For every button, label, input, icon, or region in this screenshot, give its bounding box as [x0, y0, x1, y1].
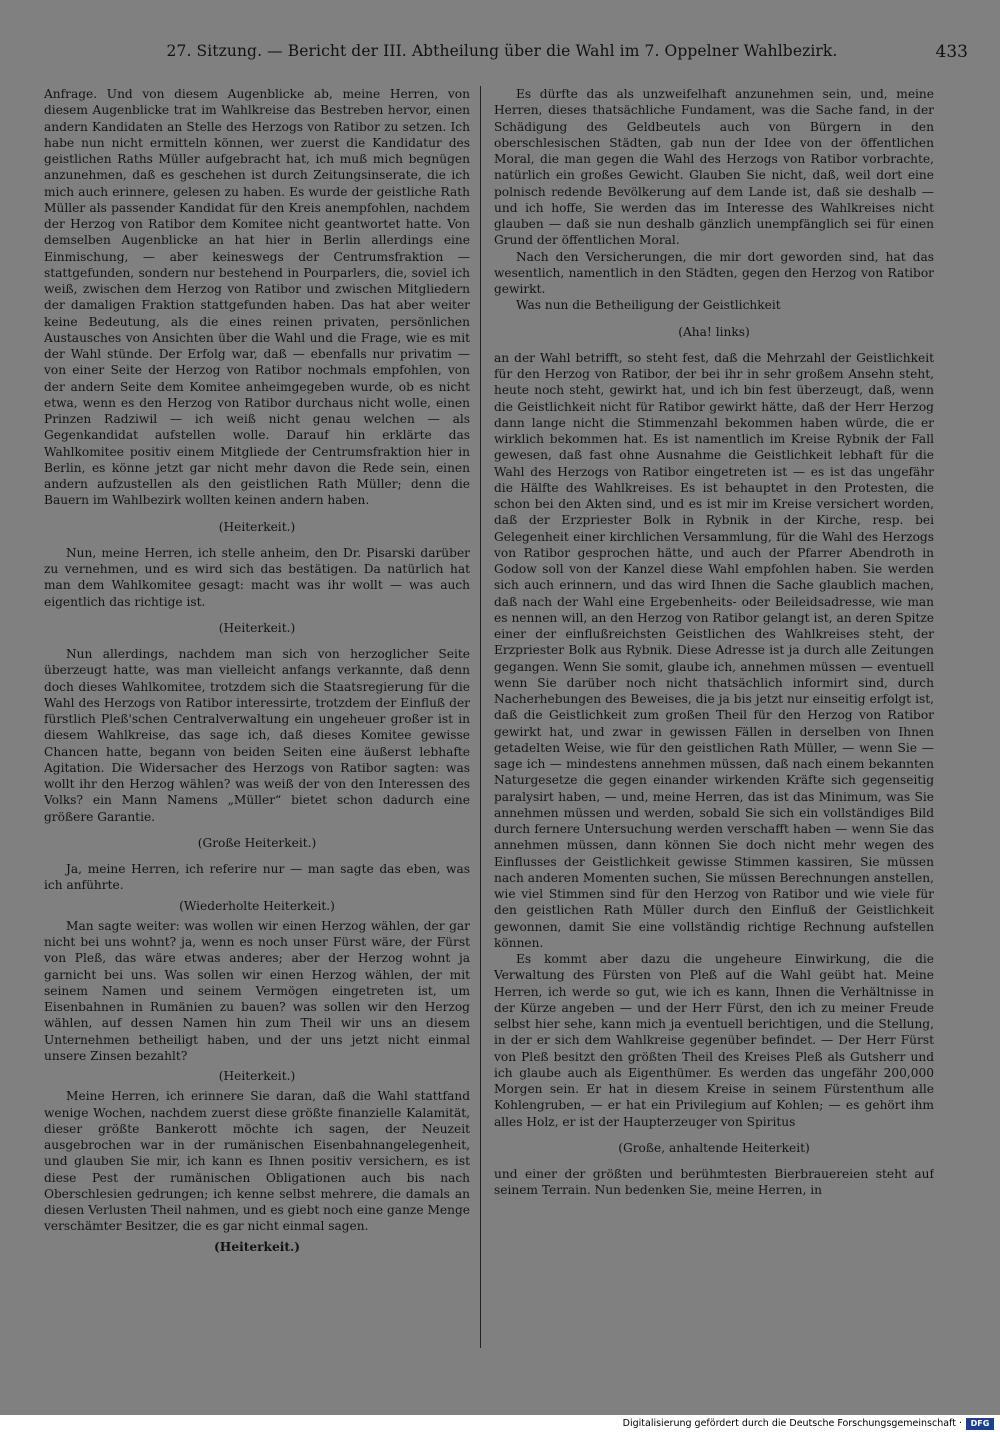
paragraph: Ja, meine Herren, ich referire nur — man sagte das eben, was ich anführte.: [44, 862, 470, 893]
paragraph: Nun, meine Herren, ich stelle anheim, den Dr. Pisarski darüber zu vernehmen, und es wird sich das bestätigen. Da natürlich hat man dem Wahlkomitee gesagt: macht was ihr wollt — was auch eigentlich das richtige ist.: [44, 545, 470, 609]
paragraph: Anfrage. Und von diesem Augenblicke ab, meine Herren, von diesem Augenblicke trat im Wahlkreise das Bestreben hervor, einen andern Kandidaten an Stelle des Herzogs von Ratibor zu setzen. Ich habe nun nicht ermitteln können, wer zuerst die Kandidatur des geistlichen Raths Müller aufgebracht hat, ich muß mich begnügen anzunehmen, daß es geschehen ist durch Zeitungsinserate, die ich mich auch erinnere, gelesen zu haben. Es wurde der geistliche Rath Müller als passender Kandidat für den Kreis anempfohlen, nachdem der Herzog von Ratibor dem Komitee nicht geantwortet hatte. Von demselben Augenblicke an hat hier in Berlin allerdings eine Einmischung, — aber keineswegs der Centrumsfraktion — stattgefunden, sondern nur bestehend in Pourparlers, die, soviel ich weiß, zwischen dem Herzog von Ratibor und zwischen Mitgliedern der damaligen Fraktion stattgefunden haben. Das hat aber weiter keine Bedeutung, als die eines reinen privaten, persönlichen Austausches von Ansichten über die Wahl und die Frage, wie es mit der Wahl stünde. Der Erfolg war, daß — ebenfalls nur privatim — von einer Seite der Herzog von Ratibor nochmals empfohlen, von der andern Seite dem Komitee anheimgegeben wurde, ob es nicht etwa, wenn es den Herzog von Ratibor durchaus nicht wolle, einen Prinzen Radziwil — ich weiß nicht genau welchen — als Gegenkandidat aufstellen wolle. Darauf hin erklärte das Wahlkomitee positiv einem Mitgliede der Centrumsfraktion hier in Berlin, es könne jetzt gar nicht mehr davon die Rede sein, einen andern aufzustellen als den geistlichen Rath Müller; denn die Bauern im Wahlbezirk wollten keinen andern haben.: [44, 87, 470, 508]
left-column: [44, 86, 470, 1348]
paragraph: und einer der größten und berühmtesten Bierbrauereien steht auf seinem Terrain. Nun bedenken Sie, meine Herren, in: [494, 1167, 934, 1198]
column-divider: [480, 86, 481, 1348]
page-header: [36, 42, 968, 68]
stage-direction: (Große, anhaltende Heiterkeit): [618, 1140, 810, 1155]
paragraph: Nun allerdings, nachdem man sich von herzoglicher Seite überzeugt hatte, was man vielleicht anfangs verkannte, daß denn doch dieses Wahlkomitee, trotzdem sich die Staatsregierung für die Wahl des Herzogs von Ratibor interessirte, trotzdem der Einfluß der fürstlich Pleß'schen Centralverwaltung ein ungeheuer großer ist in diesem Wahlkreise, das sage ich, daß dieses Komitee gewisse Chancen hatte, begann von beiden Seiten eine äußerst lebhafte Agitation. Die Widersacher des Herzogs von Ratibor sagten: was wollt ihr den Herzog wählen? was weiß der von den Interessen des Volks? ein Mann Namens „Müller“ bietet schon dadurch eine größere Garantie.: [44, 647, 470, 824]
stage-direction: (Aha! links): [678, 324, 750, 339]
page-number: 433: [935, 42, 968, 62]
stage-direction: (Große Heiterkeit.): [197, 835, 317, 850]
running-title: 27. Sitzung. — Bericht der III. Abtheilung über die Wahl im 7. Oppelner Wahlbezirk.: [166, 42, 838, 60]
dfg-logo: DFG: [966, 1418, 994, 1430]
paragraph: Meine Herren, ich erinnere Sie daran, daß die Wahl stattfand wenige Wochen, nachdem zuerst diese größte finanzielle Kalamität, dieser größte Bankerott möchte ich sagen, der Neuzeit ausgebrochen war in der rumänischen Eisenbahnangelegenheit, und glauben Sie mir, ich kann es Ihnen positiv versichern, es ist diese Pest der rumänischen Obligationen auch bis nach Oberschlesien gedrungen; ich kenne selbst mehrere, die damals an diesen Verlusten Theil nahmen, und es giebt noch eine ganze Menge verschämter Besitzer, die es gar nicht einmal sagen.: [44, 1089, 470, 1234]
paragraph: Es kommt aber dazu die ungeheure Einwirkung, die die Verwaltung des Fürsten von Pleß auf die Wahl geübt hat. Meine Herren, ich werde so gut, wie ich es kann, Ihnen die Verhältnisse in der Kürze angeben — und der Herr Fürst, den ich zu meiner Freude selbst hier sehe, kann mich ja eventuell berichtigen, und die Stellung, in der er sich dem Wahlkreise gegenüber befindet. — Der Herr Fürst von Pleß besitzt den größten Theil des Kreises Pleß als Gutsherr und ich glaube auch als Eigenthümer. Es werden das ungefähr 200,000 Morgen sein. Er hat in diesem Kreise in seinem Fürstenthum alle Kohlengruben, — er hat ein Privilegium auf Kohlen; — es gehört ihm alles Holz, er ist der Haupterzeuger von Spiritus: [494, 952, 934, 1129]
right-column: [494, 86, 934, 1348]
funding-credit: Digitalisierung gefördert durch die Deutsche Forschungsgemeinschaft ·: [622, 1418, 962, 1429]
stage-direction: (Heiterkeit.): [214, 1239, 300, 1254]
stage-direction: (Heiterkeit.): [218, 519, 296, 534]
stage-direction: (Heiterkeit.): [218, 1069, 296, 1083]
paragraph: Es dürfte das als unzweifelhaft anzunehmen sein, und, meine Herren, dieses thatsächliche Fundament, was die Sache fand, in der Schädigung des Geldbeutels auch von Bürgern in den oberschlesischen Städten, gab nun der Idee von der öffentlichen Moral, die man gegen die Wahl des Herzogs von Ratibor vorbrachte, natürlich ein großes Gewicht. Glauben Sie nicht, daß, weil dort eine polnisch redende Bevölkerung auf dem Lande ist, daß sie deshalb — und ich hoffe, Sie werden das im Interesse des Wahlkreises nicht glauben — daß sie nun deshalb gänzlich unempfänglich sei für einen Grund der öffentlichen Moral.: [494, 87, 934, 248]
paragraph: Nach den Versicherungen, die mir dort geworden sind, hat das wesentlich, namentlich in den Städten, gegen den Herzog von Ratibor gewirkt.: [494, 249, 934, 296]
stage-direction: (Wiederholte Heiterkeit.): [179, 898, 335, 913]
paragraph: an der Wahl betrifft, so steht fest, daß die Mehrzahl der Geistlichkeit für den Herzog von Ratibor, der bei ihr in sehr großem Ansehn steht, heute noch steht, gewirkt hat, und ich bin fest überzeugt, daß, wenn die Geistlichkeit nicht für Ratibor gewirkt hätte, daß der Herr Herzog dann lange nicht die Stimmenzahl bekommen haben würde, die er wirklich bekommen hat. Es ist namentlich im Kreise Rybnik der Fall gewesen, daß fast ohne Ausnahme die Geistlichkeit lebhaft für die Wahl des Herzogs von Ratibor eingetreten ist — es ist das ungefähr die Hälfte des Wahlkreises. Es ist behauptet in den Protesten, die schon bei den Akten sind, und es ist mir im Kreise versichert worden, daß der Erzpriester Bolk in Rybnik in der Kirche, resp. bei Gelegenheit einer kirchlichen Versammlung, für die Wahl des Herzogs von Ratibor gesprochen hätte, und auch der Pfarrer Abendroth in Godow soll von der Kanzel diese Wahl empfohlen haben. Sie werden sich auch erinnern, und das wird Ihnen die Sache glaublich machen, daß nach der Wahl eine Ergebenheits- oder Beileidsadresse, wie man es nennen will, an den Herzog von Ratibor gelangt ist, an deren Spitze einer der einflußreichsten Geistlichen des Wahlkreises steht, der Erzpriester Bolk aus Rybnik. Diese Adresse ist ja durch alle Zeitungen gegangen. Wenn Sie somit, glaube ich, annehmen müssen — eventuell wenn Sie darüber noch nicht thatsächlich informirt sind, durch Nacherhebungen des Beweises, die ja bis jetzt nur einseitig erfolgt ist, daß die Geistlichkeit zum großen Theil für den Herzog von Ratibor gewirkt hat, und zwar in gewissen Fällen in derselben von Ihnen getadelten Weise, wie für den geistlichen Rath Müller, — wenn Sie — sage ich — mindestens annehmen müssen, daß nach einem bekannten Naturgesetze die gegen einander wirkenden Kräfte sich gegenseitig paralysirt haben, — und, meine Herren, das ist das Minimum, was Sie annehmen müssen und werden, sobald Sie sich ein vollständiges Bild durch fernere Untersuchung werden verschafft haben — wenn Sie das annehmen müssen, dann können Sie doch nicht mehr wegen des Einflusses der Geistlichkeit gewisse Stimmen kassiren, Sie müssen nach anderen Momenten suchen, Sie müssen Berechnungen anstellen, wie viel Stimmen sind für den Herzog von Ratibor und wie viele für den geistlichen Rath Müller durch den Einfluß der Geistlichkeit gewonnen, damit Sie eine vollständig richtige Rechnung aufstellen können.: [494, 350, 934, 950]
digitization-footer: [0, 1417, 1000, 1432]
paragraph: Man sagte weiter: was wollen wir einen Herzog wählen, der gar nicht bei uns wohnt? ja, wenn es noch unser Fürst wäre, der Fürst von Pleß, das wäre etwas anderes; aber der Herzog wohnt ja garnicht bei uns. Was sollen wir einen Herzog wählen, der mit seinem Namen und seinem Vermögen eingetreten ist, um Eisenbahnen in Rumänien zu bauen? was sollen wir den Herzog wählen, auf dessen Namen hin zum Theil wir uns an diesem Unternehmen betheiligt haben, und der uns jetzt nicht einmal unsere Zinsen bezahlt?: [44, 918, 470, 1063]
stage-direction: (Heiterkeit.): [218, 620, 296, 635]
paragraph: Was nun die Betheiligung der Geistlichkeit: [516, 298, 781, 313]
